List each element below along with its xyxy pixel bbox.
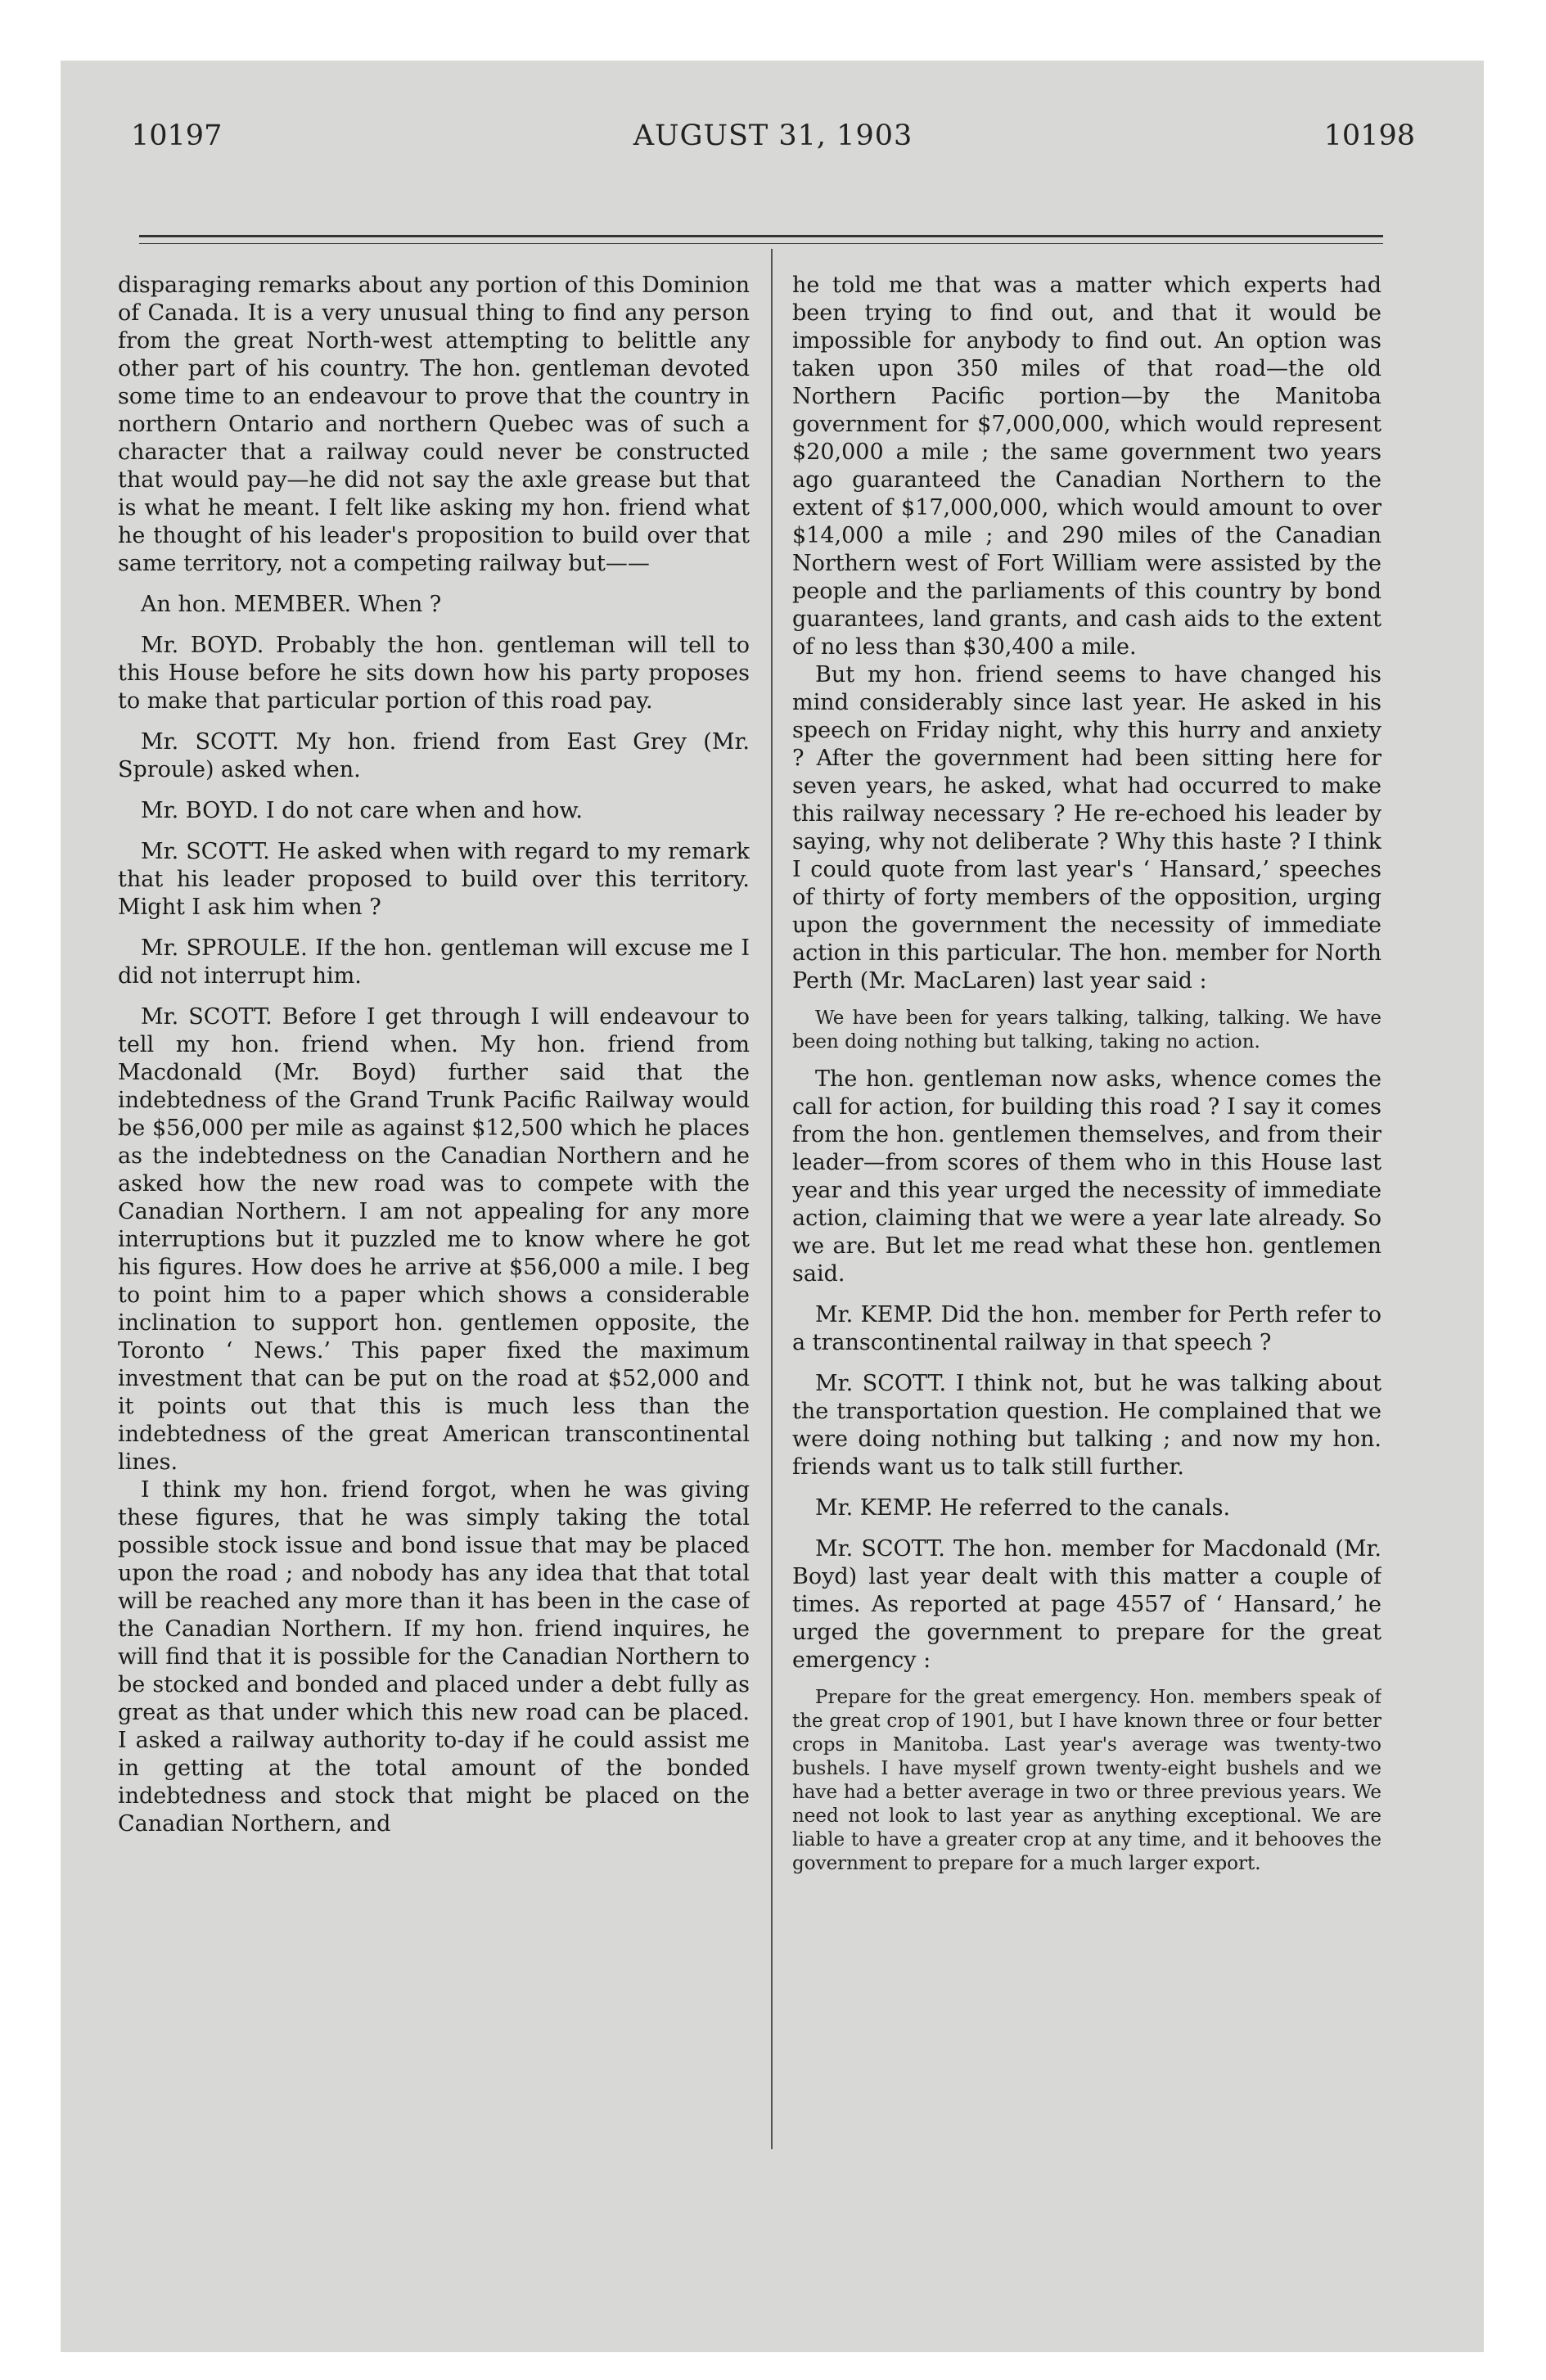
- paragraph: Mr. KEMP. He referred to the canals.: [815, 1495, 1231, 1521]
- column-divider: [771, 249, 773, 2149]
- header-rule-thin: [139, 243, 1383, 244]
- paragraph: Mr. SCOTT. He asked when with regard to my remark that his leader proposed to build over this territory. Might I ask him when ?: [118, 839, 750, 920]
- paragraph: The hon. gentleman now asks, whence comes the call for action, for building this road ? I say it comes from the hon. gentlemen themselves, and from their leader—from scores of them who in this House last year and this year urged the necessity of immediate action, claiming that we were a year late already. So we are. But let me read what these hon. gentlemen said.: [792, 1066, 1381, 1287]
- paragraph: I think my hon. friend forgot, when he was giving these figures, that he was simply taking the total possible stock issue and bond issue that may be placed upon the road ; and nobody has any idea that that total will be reached any more than it has been in the case of the Canadian Northern. If my hon. friend inquires, he will find that it is possible for the Canadian Northern to be stocked and bonded and placed under a debt fully as great as that under which this new road can be placed. I asked a railway authority to-day if he could assist me in getting at the total amount of the bonded indebtedness and stock that might be placed on the Canadian Northern, and: [118, 1477, 750, 1837]
- page-number-left: 10197: [131, 119, 223, 152]
- paragraph: Mr. SCOTT. My hon. friend from East Grey (Mr. Sproule) asked when.: [118, 729, 750, 782]
- paragraph: he told me that was a matter which experts had been trying to find out, and that it would be impossible for anybody to find out. An option was taken upon 350 miles of that road—the old Northern Pacific portion—by the Manitoba government for $7,000,000, which would represent $20,000 a mile ; the same government two years ago guaranteed the Canadian Northern to the extent of $17,000,000, which would amount to over $14,000 a mile ; and 290 miles of the Canadian Northern west of Fort William were assisted by the people and the parliaments of this country by bond guarantees, land grants, and cash aids to the extent of no less than $30,400 a mile.: [792, 273, 1381, 660]
- left-column: [118, 272, 750, 2154]
- header-date: AUGUST 31, 1903: [633, 119, 913, 152]
- paragraph: Mr. SCOTT. I think not, but he was talking about the transportation question. He complained that we were doing nothing but talking ; and now my hon. friends want us to talk still further.: [792, 1371, 1381, 1480]
- paragraph: Mr. BOYD. I do not care when and how.: [141, 798, 583, 823]
- running-header: [33, 119, 1513, 160]
- header-rule-thick: [139, 235, 1383, 237]
- paragraph: Mr. SCOTT. The hon. member for Macdonald (Mr. Boyd) last year dealt with this matter a couple of times. As reported at page 4557 of ‘ Hansard,’ he urged the government to prepare for the great emergency :: [792, 1536, 1381, 1673]
- paragraph: Mr. KEMP. Did the hon. member for Perth refer to a transcontinental railway in that speech ?: [792, 1302, 1381, 1355]
- paragraph: An hon. MEMBER. When ?: [141, 592, 442, 617]
- paragraph: disparaging remarks about any portion of this Dominion of Canada. It is a very unusual thing to find any person from the great North-west attempting to belittle any other part of his country. The hon. gentleman devoted some time to an endeavour to prove that the country in northern Ontario and northern Quebec was of such a character that a railway could never be constructed that would pay—he did not say the axle grease but that is what he meant. I felt like asking my hon. friend what he thought of his leader's proposition to build over that same territory, not a competing railway but——: [118, 273, 750, 576]
- paragraph: Mr. SPROULE. If the hon. gentleman will excuse me I did not interrupt him.: [118, 935, 750, 989]
- block-quote: Prepare for the great emergency. Hon. members speak of the great crop of 1901, but I have known three or four better crops in Manitoba. Last year's average was twenty-two bushels. I have myself grown twenty-eight bushels and we have had a better average in two or three previous years. We need not look to last year as anything exceptional. We are liable to have a greater crop at any time, and it behooves the government to prepare for a much larger export.: [792, 1687, 1381, 1874]
- page-number-right: 10198: [1323, 119, 1415, 152]
- paragraph: Mr. SCOTT. Before I get through I will endeavour to tell my hon. friend when. My hon. friend from Macdonald (Mr. Boyd) further said that the indebtedness of the Grand Trunk Pacific Railway would be $56,000 per mile as against $12,500 which he places as the indebtedness on the Canadian Northern and he asked how the new road was to compete with the Canadian Northern. I am not appealing for any more interruptions but it puzzled me to know where he got his figures. How does he arrive at $56,000 a mile. I beg to point him to a paper which shows a considerable inclination to support hon. gentlemen opposite, the Toronto ‘ News.’ This paper fixed the maximum investment that can be put on the road at $52,000 and it points out that this is much less than the indebtedness of the great American transcontinental lines.: [118, 1004, 750, 1475]
- block-quote: We have been for years talking, talking, talking. We have been doing nothing but talking, taking no action.: [792, 1007, 1381, 1053]
- right-column: [792, 272, 1381, 2154]
- paragraph: But my hon. friend seems to have changed his mind considerably since last year. He asked in his speech on Friday night, why this hurry and anxiety ? After the government had been sitting here for seven years, he asked, what had occurred to make this railway necessary ? He re-echoed his leader by saying, why not deliberate ? Why this haste ? I think I could quote from last year's ‘ Hansard,’ speeches of thirty of forty members of the opposition, urging upon the government the necessity of immediate action in this particular. The hon. member for North Perth (Mr. MacLaren) last year said :: [792, 662, 1381, 994]
- paragraph: Mr. BOYD. Probably the hon. gentleman will tell to this House before he sits down how his party proposes to make that particular portion of this road pay.: [118, 633, 750, 714]
